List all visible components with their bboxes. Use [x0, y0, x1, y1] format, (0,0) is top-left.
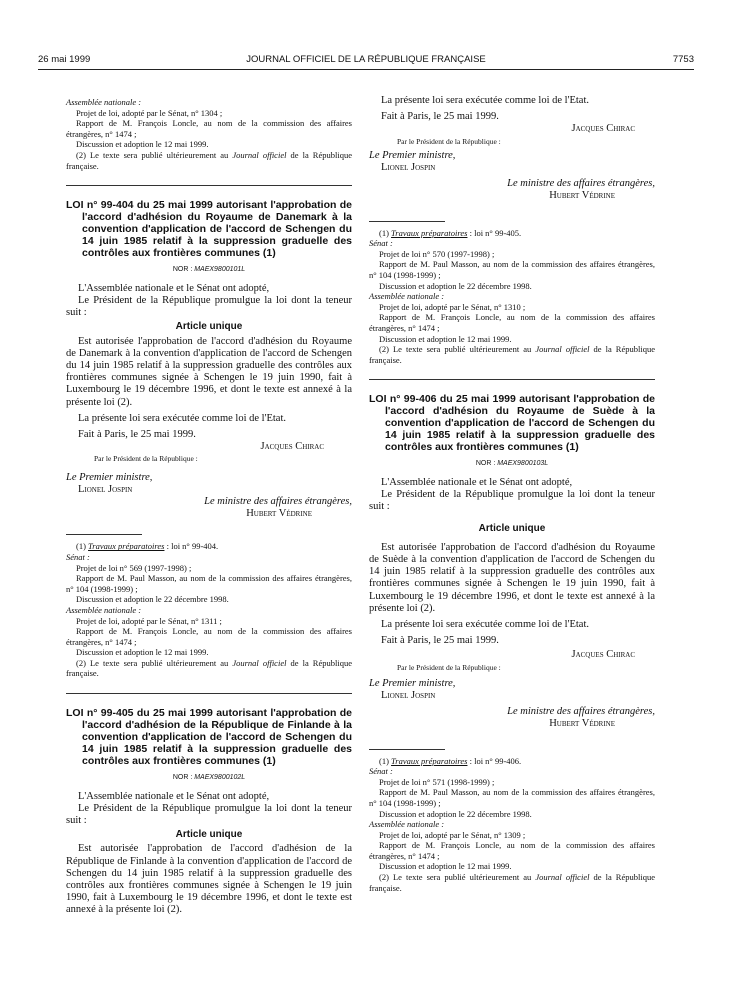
law-body	[66, 791, 352, 917]
note-line: Projet de loi, adopté par le Sénat, n° 1310 ;	[379, 301, 526, 312]
signer-par: Par le Président de la République :	[397, 662, 501, 672]
pm-title: Le Premier ministre,	[66, 471, 153, 483]
note-line: Rapport de M. François Loncle, au nom de la commission des affaires étrangères, n° 1474 ;	[66, 118, 352, 139]
done-at: Fait à Paris, le 25 mai 1999.	[78, 428, 196, 440]
law-title: LOI n° 99-406 du 25 mai 1999 autorisant l'approbation de l'accord d'adhésion du Royaume de Suède à la convention d'application de l'accord de Schengen du 14 juin 1985 relatif à la suppression graduelle des contrôles aux frontières communes (1)	[369, 393, 655, 453]
note-line: Projet de loi n° 570 (1997-1998) ;	[379, 248, 495, 259]
law-intro: Le Président de la République promulgue la loi dont la teneur suit :	[66, 294, 352, 319]
signer-name: Jacques Chirac	[571, 649, 635, 661]
signer-name: Jacques Chirac	[571, 123, 635, 135]
note-line: (2) Le texte sera publié ultérieurement au Journal officiel de la République française.	[66, 149, 352, 171]
pm-name: Lionel Jospin	[381, 689, 436, 701]
note-line: (2) Le texte sera publié ultérieurement au Journal officiel de la République française.	[66, 657, 352, 679]
note-line: (2) Le texte sera publié ultérieurement au Journal officiel de la République française.	[369, 344, 655, 365]
minister-name: Hubert Védrine	[246, 508, 312, 520]
footnotes	[369, 756, 655, 894]
article-heading: Article unique	[478, 523, 546, 535]
note-line: Rapport de M. François Loncle, au nom de la commission des affaires étrangères, n° 1474 ;	[369, 840, 655, 861]
law-intro: Le Président de la République promulgue la loi dont la teneur suit :	[66, 802, 352, 826]
footnote-rule	[66, 534, 142, 535]
note-line: Rapport de M. Paul Masson, au nom de la commission des affaires étrangères, n° 104 (1998-1999) ;	[369, 259, 655, 280]
pm-title: Le Premier ministre,	[369, 677, 456, 689]
header-rule	[38, 69, 694, 70]
note-line: Discussion et adoption le 12 mai 1999.	[379, 861, 512, 872]
note-line: Projet de loi n° 569 (1997-1998) ;	[76, 562, 192, 573]
note-line: Projet de loi, adopté par le Sénat, n° 1311 ;	[76, 615, 222, 626]
pm-name: Lionel Jospin	[78, 483, 133, 495]
travaux-preparatoires: (1) Travaux préparatoires : loi n° 99-405.	[379, 227, 522, 238]
signer-par: Par le Président de la République :	[397, 136, 501, 146]
note-line: (2) Le texte sera publié ultérieurement au Journal officiel de la République française.	[369, 872, 655, 893]
note-line: Projet de loi, adopté par le Sénat, n° 1309 ;	[379, 829, 526, 840]
law-99-405	[66, 708, 352, 917]
section-rule	[66, 693, 352, 694]
header-date: 26 mai 1999	[38, 54, 91, 65]
note-line: Discussion et adoption le 22 décembre 1998.	[379, 808, 532, 819]
law-intro: L'Assemblée nationale et le Sénat ont adopté,	[381, 476, 573, 488]
article-text: Est autorisée l'approbation de l'accord d'adhésion du Royaume de Suède à la convention d'application de l'accord de Schengen du 14 juin 1985 relatif à la suppression graduelle des contrôles aux frontières communes signée à Schengen le 19 juin 1990, fait à Luxembourg le 19 décembre 1996, et dont le texte est annexé à la présente loi (2).	[369, 541, 655, 614]
pm-name: Lionel Jospin	[381, 162, 436, 174]
law-99-404	[66, 200, 352, 679]
signer-name: Jacques Chirac	[260, 441, 324, 453]
footnotes	[369, 228, 655, 366]
notes-heading-senat: Sénat :	[66, 551, 90, 562]
signer-par: Par le Président de la République :	[94, 454, 198, 464]
execution-clause: La présente loi sera exécutée comme loi de l'Etat.	[381, 95, 590, 106]
notes-heading-senat: Sénat :	[369, 766, 393, 777]
law-body	[369, 95, 655, 203]
law-intro: L'Assemblée nationale et le Sénat ont adopté,	[78, 282, 270, 294]
done-at: Fait à Paris, le 25 mai 1999.	[381, 635, 499, 647]
note-line: Projet de loi, adopté par le Sénat, n° 1304 ;	[76, 107, 223, 118]
travaux-preparatoires: (1) Travaux préparatoires : loi n° 99-404.	[76, 541, 219, 552]
minister-name: Hubert Védrine	[549, 718, 615, 730]
previous-law-notes	[66, 97, 352, 171]
section-rule	[66, 185, 352, 186]
section-rule	[369, 379, 655, 380]
note-line: Discussion et adoption le 12 mai 1999.	[76, 139, 209, 150]
law-intro: L'Assemblée nationale et le Sénat ont adopté,	[78, 790, 270, 802]
notes-heading-assemblee: Assemblée nationale :	[66, 97, 142, 107]
note-line: Discussion et adoption le 22 décembre 1998.	[76, 594, 229, 605]
pm-title: Le Premier ministre,	[369, 149, 456, 161]
footnotes	[66, 541, 352, 679]
left-column	[66, 97, 352, 917]
page-header	[38, 54, 694, 68]
note-line: Discussion et adoption le 12 mai 1999.	[76, 647, 209, 658]
execution-clause: La présente loi sera exécutée comme loi de l'Etat.	[381, 618, 590, 630]
nor-reference: NOR : MAEX9800101L	[172, 265, 246, 273]
note-line: Discussion et adoption le 22 décembre 1998.	[379, 280, 532, 291]
execution-clause: La présente loi sera exécutée comme loi de l'Etat.	[78, 412, 287, 424]
notes-heading-senat: Sénat :	[369, 238, 393, 249]
article-text: Est autorisée l'approbation de l'accord d'adhésion du Royaume de Danemark à la convention d'application de l'accord de Schengen du 14 juin 1985 relatif à la suppression graduelle des contrôles aux frontières communes signée à Schengen le 19 juin 1990, fait à Luxembourg le 19 décembre 1996, et dont le texte est annexé à la présente loi (2).	[66, 335, 352, 408]
notes-heading-assemblee: Assemblée nationale :	[369, 291, 445, 302]
article-heading: Article unique	[175, 321, 243, 333]
law-title: LOI n° 99-404 du 25 mai 1999 autorisant l'approbation de l'accord d'adhésion du Royaume de Danemark à la convention d'application de l'accord de Schengen du 14 juin 1985 relatif à la suppression graduelle des contrôles aux frontières communes (1)	[66, 199, 352, 259]
footnote-rule	[369, 221, 445, 222]
note-line: Rapport de M. Paul Masson, au nom de la commission des affaires étrangères, n° 104 (1998-1999) ;	[66, 573, 352, 594]
notes-heading-assemblee: Assemblée nationale :	[369, 819, 445, 830]
article-text: Est autorisée l'approbation de l'accord d'adhésion de la République de Finlande à la convention d'application de l'accord de Schengen du 14 juin 1985 relatif à la suppression graduelle des contrôles aux frontières communes signée à Schengen le 19 juin 1990, fait à Luxembourg le 19 décembre 1996, et dont le texte est annexé à la présente loi (2).	[66, 843, 352, 916]
nor-reference: NOR : MAEX9800102L	[172, 773, 246, 781]
note-line: Discussion et adoption le 12 mai 1999.	[379, 333, 512, 344]
law-99-406	[369, 394, 655, 893]
law-body	[66, 283, 352, 521]
notes-heading-assemblee: Assemblée nationale :	[66, 604, 142, 615]
header-page-number: 7753	[672, 54, 694, 65]
law-99-405-continued	[369, 95, 655, 365]
done-at: Fait à Paris, le 25 mai 1999.	[381, 111, 499, 123]
nor-reference: NOR : MAEX9800103L	[475, 459, 549, 467]
note-line: Projet de loi n° 571 (1998-1999) ;	[379, 776, 495, 787]
minister-title: Le ministre des affaires étrangères,	[204, 495, 352, 507]
minister-title: Le ministre des affaires étrangères,	[507, 178, 655, 190]
minister-title: Le ministre des affaires étrangères,	[507, 706, 655, 718]
note-line: Rapport de M. François Loncle, au nom de la commission des affaires étrangères, n° 1474 ;	[66, 626, 352, 647]
law-intro: Le Président de la République promulgue la loi dont la teneur suit :	[369, 489, 655, 513]
minister-name: Hubert Védrine	[549, 190, 615, 202]
law-body	[369, 477, 655, 731]
law-title: LOI n° 99-405 du 25 mai 1999 autorisant l'approbation de l'accord d'adhésion de la République de Finlande à la convention d'application de l'accord de Schengen du 14 juin 1985 relatif à la suppression graduelle des contrôles aux frontières communes (1)	[66, 707, 352, 767]
note-line: Rapport de M. Paul Masson, au nom de la commission des affaires étrangères, n° 104 (1998-1999) ;	[369, 787, 655, 808]
header-journal-title: JOURNAL OFFICIEL DE LA RÉPUBLIQUE FRANÇAISE	[246, 54, 486, 65]
note-line: Rapport de M. François Loncle, au nom de la commission des affaires étrangères, n° 1474 ;	[369, 312, 655, 333]
article-heading: Article unique	[175, 829, 243, 841]
footnote-rule	[369, 749, 445, 750]
travaux-preparatoires: (1) Travaux préparatoires : loi n° 99-406.	[379, 755, 522, 766]
right-column	[369, 95, 655, 893]
